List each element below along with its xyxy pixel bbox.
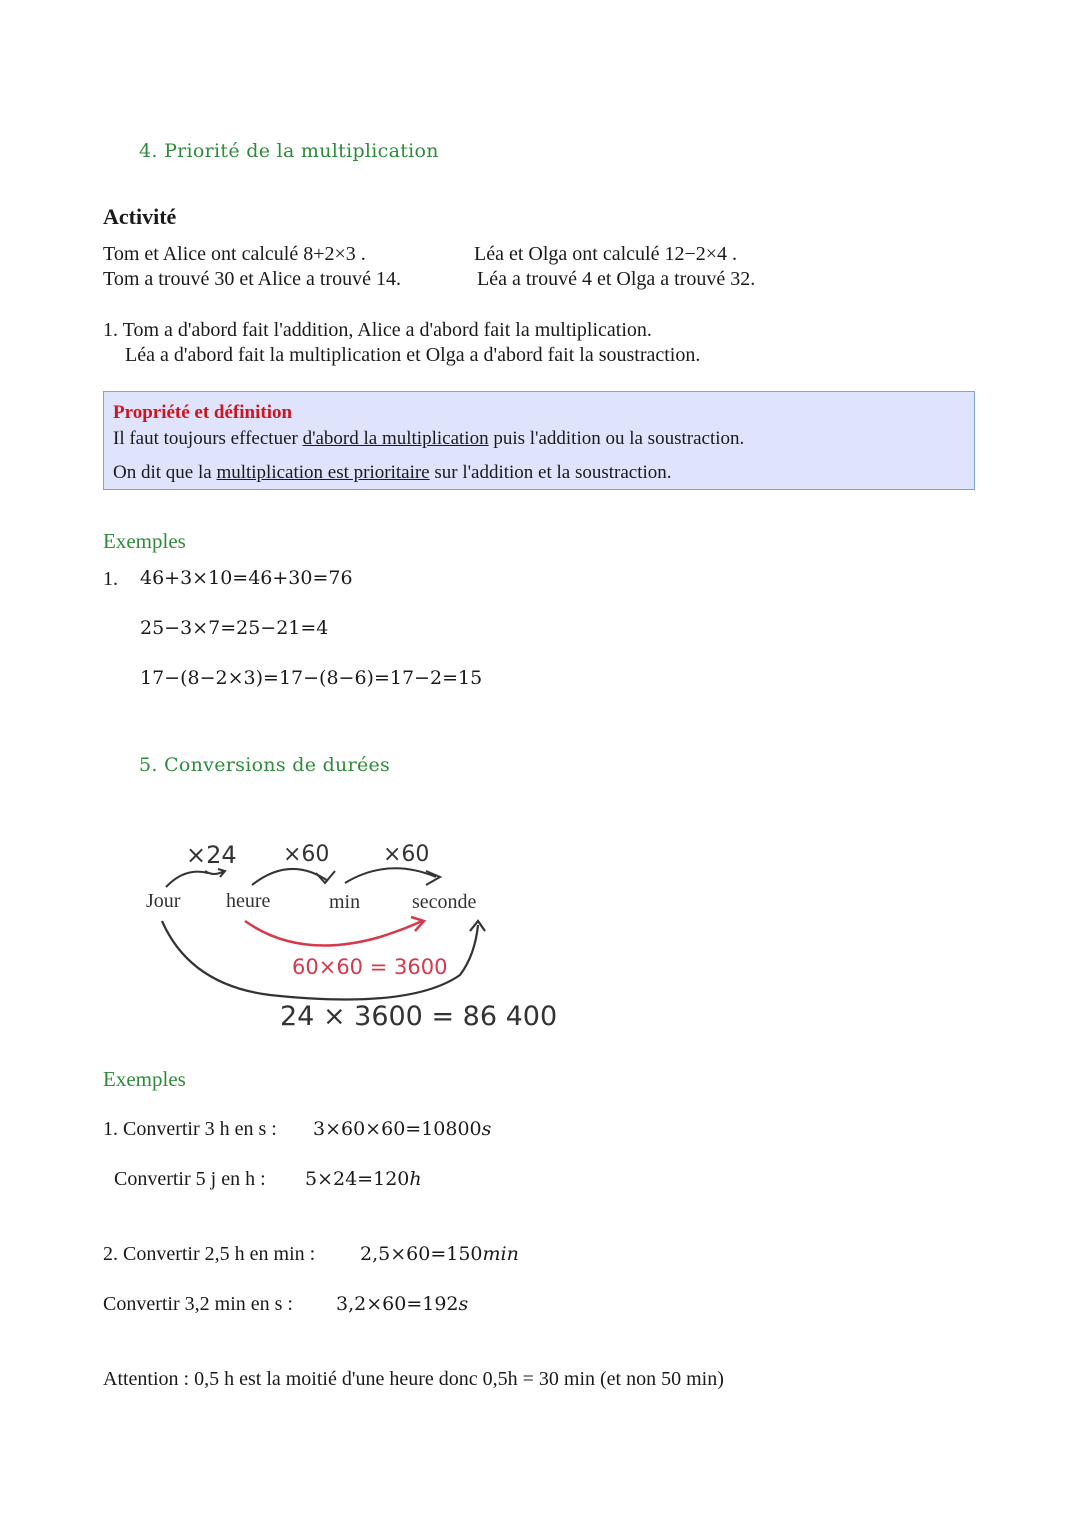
unit-heure: heure bbox=[226, 890, 271, 912]
arc-min-seconde bbox=[345, 868, 436, 883]
example-priority-3: 17−(8−2×3)=17−(8−6)=17−2=15 bbox=[140, 667, 483, 689]
property-box bbox=[103, 391, 975, 490]
convert-ex3-label: 2. Convertir 2,5 h en min : bbox=[103, 1243, 316, 1265]
unit-jour: Jour bbox=[146, 890, 181, 912]
convert-ex3-value: 2,5×60=150min bbox=[360, 1243, 519, 1265]
multiplier-60-a: ×60 bbox=[283, 842, 330, 867]
examples-heading-2: Exemples bbox=[103, 1067, 186, 1091]
convert-ex1-label: 1. Convertir 3 h en s : bbox=[103, 1118, 277, 1140]
examples-heading-1: Exemples bbox=[103, 529, 186, 553]
example-priority-1: 46+3×10=46+30=76 bbox=[140, 567, 353, 589]
attention-note: Attention : 0,5 h est la moitié d'une heure donc 0,5h = 30 min (et non 50 min) bbox=[103, 1368, 724, 1390]
convert-ex4-value: 3,2×60=192s bbox=[336, 1293, 469, 1315]
activity-right-line1: Léa et Olga ont calculé 12−2×4 . bbox=[474, 243, 738, 265]
multiplier-24: ×24 bbox=[186, 841, 237, 869]
arc-jour-heure bbox=[166, 872, 208, 887]
property-underline-1: d'abord la multiplication bbox=[302, 428, 489, 449]
convert-ex4-label: Convertir 3,2 min en s : bbox=[103, 1293, 293, 1315]
unit-seconde: seconde bbox=[412, 891, 477, 913]
red-arc-heure-seconde bbox=[245, 921, 422, 946]
activity-right-line2: Léa a trouvé 4 et Olga a trouvé 32. bbox=[477, 268, 756, 290]
answer-line1: 1. Tom a d'abord fait l'addition, Alice a d'abord fait la multiplication. bbox=[103, 319, 652, 341]
convert-ex2-label: Convertir 5 j en h : bbox=[114, 1168, 266, 1190]
property-line-1: Il faut toujours effectuer d'abord la multiplication puis l'addition ou la soustraction. bbox=[113, 428, 745, 449]
convert-ex2-value: 5×24=120h bbox=[305, 1168, 422, 1190]
property-line-2: On dit que la multiplication est prioritaire sur l'addition et la soustraction. bbox=[113, 462, 672, 483]
activity-heading: Activité bbox=[103, 204, 177, 229]
multiplier-60-b: ×60 bbox=[383, 842, 430, 867]
conversion-diagram bbox=[130, 825, 600, 1040]
answer-line2: Léa a d'abord fait la multiplication et Olga a d'abord fait la soustraction. bbox=[125, 344, 701, 366]
activity-left-line1: Tom et Alice ont calculé 8+2×3 . bbox=[103, 243, 366, 265]
property-underline-2: multiplication est prioritaire bbox=[216, 462, 430, 483]
arc-heure-min bbox=[252, 869, 328, 885]
section-4-title: 4. Priorité de la multiplication bbox=[139, 140, 439, 162]
section-5-title: 5. Conversions de durées bbox=[139, 754, 391, 776]
unit-min: min bbox=[329, 891, 361, 913]
example-priority-2: 25−3×7=25−21=4 bbox=[140, 617, 329, 639]
convert-ex1-value: 3×60×60=10800s bbox=[313, 1118, 492, 1140]
activity-left-line2: Tom a trouvé 30 et Alice a trouvé 14. bbox=[103, 268, 401, 290]
examples-number: 1. bbox=[103, 568, 118, 590]
red-note: 60×60 = 3600 bbox=[292, 955, 448, 979]
property-title: Propriété et définition bbox=[113, 402, 293, 423]
small-arrow-2 bbox=[316, 871, 335, 883]
black-note: 24 × 3600 = 86 400 bbox=[280, 1001, 558, 1032]
